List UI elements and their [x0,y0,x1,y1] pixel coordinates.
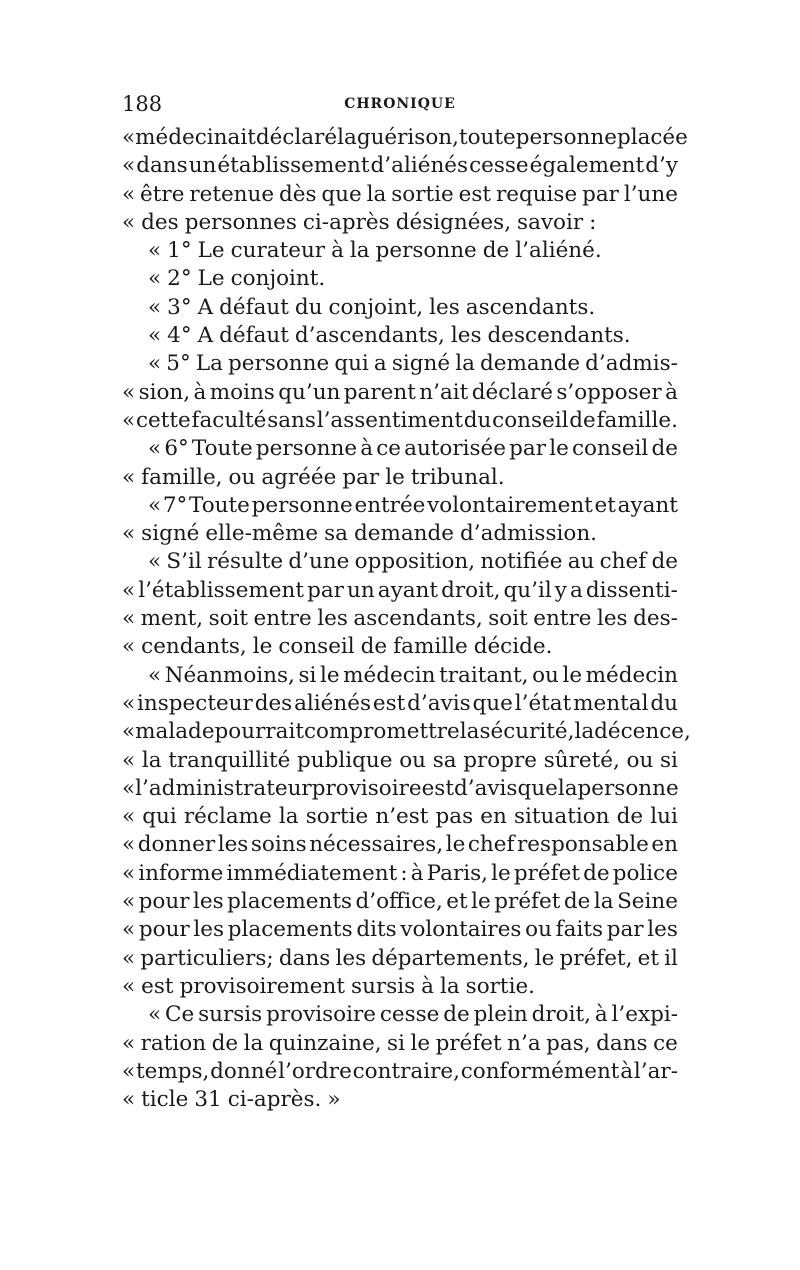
text-line: « famille, ou agréée par le tribunal. [122,464,505,490]
text-line: « l’établissement par un ayant droit, qu’il y a dissenti- [122,577,678,603]
text-line: « pour les placements dits volontaires ou faits par les [122,917,678,943]
page-header [122,92,678,118]
text-line: « 7° Toute personne entrée volontairement et ayant [148,492,678,518]
text-line: « des personnes ci-après désignées, savoir : [122,209,597,235]
text-line: « cette faculté sans l’assentiment du conseil de famille. [122,407,678,433]
text-line: « être retenue dès que la sortie est requise par l’une [122,181,678,207]
text-line: « informe immédiatement : à Paris, le préfet de police [122,860,678,886]
text-line: « médecin ait déclaré la guérison, toute personne placée [122,125,688,150]
text-line: « temps, donné l’ordre contraire, conformément à l’ar- [122,1058,678,1084]
text-line: « 5° La personne qui a signé la demande d’admis- [148,351,678,377]
text-line: « ticle 31 ci-après. » [122,1087,341,1113]
text-line: « ment, soit entre les ascendants, soit entre les des- [122,606,678,632]
text-line: « sion, à moins qu’un parent n’ait déclaré s’opposer à [122,379,678,405]
text-line: « qui réclame la sortie n’est pas en situation de lui [122,804,678,830]
text-line: « 6° Toute personne à ce autorisée par le conseil de [148,436,678,462]
text-line: « signé elle-même sa demande d’admission. [122,521,597,547]
text-line: « malade pourrait compromettre la sécurité, la décence, [122,719,691,745]
text-line: « inspecteur des aliénés est d’avis que l’état mental du [122,690,678,716]
text-line: « 1° Le curateur à la personne de l’aliéné. [148,238,602,264]
text-line: « dans un établissement d’aliénés cesse également d’y [122,153,678,179]
text-line: « la tranquillité publique ou sa propre sûreté, ou si [122,747,678,773]
body-text [122,124,691,1114]
text-line: « cendants, le conseil de famille décide. [122,634,553,660]
text-line: « ration de la quinzaine, si le préfet n’a pas, dans ce [122,1030,678,1056]
text-line: « donner les soins nécessaires, le chef responsable en [122,832,678,858]
page-number: 188 [122,92,163,116]
text-line: « 4° A défaut d’ascendants, les descendants. [148,323,631,349]
text-line: « est provisoirement sursis à la sortie. [122,973,536,999]
text-line: « pour les placements d’office, et le préfet de la Seine [122,889,678,915]
text-line: « l’administrateur provisoire est d’avis que la personne [122,775,679,801]
text-line: « 2° Le conjoint. [148,266,326,292]
text-line: « Néanmoins, si le médecin traitant, ou le médecin [148,662,678,688]
text-line: « S’il résulte d’une opposition, notifiée au chef de [148,549,678,575]
text-line: « 3° A défaut du conjoint, les ascendants. [148,294,596,320]
text-line: « Ce sursis provisoire cesse de plein droit, à l’expi- [148,1002,678,1028]
running-title: CHRONIQUE [344,96,456,112]
text-line: « particuliers; dans les départements, le préfet, et il [122,945,678,971]
